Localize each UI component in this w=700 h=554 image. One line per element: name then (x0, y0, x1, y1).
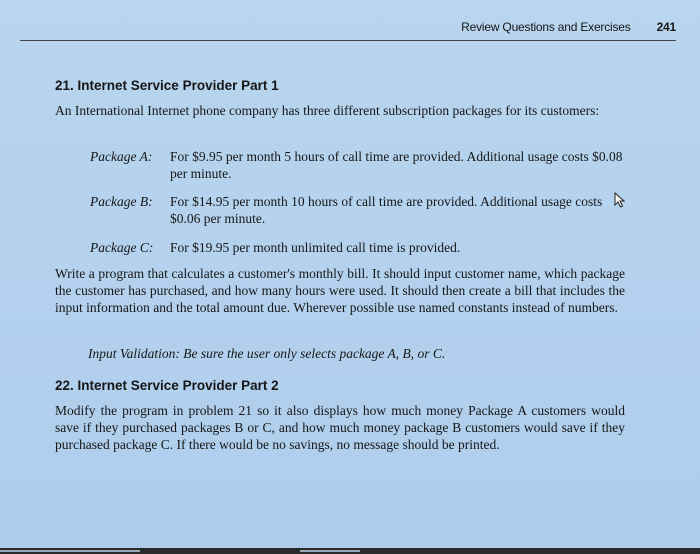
package-b-label: Package B: (90, 194, 153, 209)
package-b-text: For $14.95 per month 10 hours of call time are provided. Additional usage costs $0.06 per minute. (170, 194, 603, 226)
package-a-row (90, 148, 630, 182)
exercise-21-body: Write a program that calculates a customer's monthly bill. It should input customer name, which package the customer has purchased, and how many hours were used. It should then create a bill that includes the input information and the total amount due. Wherever possible use named constants instead of numbers. (55, 266, 625, 315)
header-rule (20, 40, 676, 41)
bottom-edge-bar (0, 548, 700, 554)
package-a-label: Package A: (90, 149, 153, 164)
page-number: 241 (656, 20, 676, 34)
exercise-21-intro: An International Internet phone company has three different subscription packages for its customers: (55, 103, 600, 118)
package-a-text: For $9.95 per month 5 hours of call time are provided. Additional usage costs $0.08 per minute. (170, 149, 623, 181)
input-validation-note: Input Validation: Be sure the user only selects package A, B, or C. (88, 346, 446, 361)
bottom-bar-segment (0, 550, 140, 552)
exercise-22-body: Modify the program in problem 21 so it also displays how much money Package A customers would save if they purchased packages B or C, and how much money package B customers would save if they purchased package C. If there would be no savings, no message should be printed. (55, 403, 625, 452)
package-c-row (90, 239, 630, 256)
package-b-row (90, 193, 630, 227)
exercise-22-title: 22. Internet Service Provider Part 2 (55, 378, 279, 393)
exercise-21-title: 21. Internet Service Provider Part 1 (55, 78, 279, 93)
running-title: Review Questions and Exercises (461, 20, 631, 34)
package-c-text: For $19.95 per month unlimited call time is provided. (170, 240, 461, 255)
bottom-bar-segment (300, 550, 360, 552)
mouse-pointer-icon (613, 192, 629, 208)
package-c-label: Package C: (90, 240, 154, 255)
running-header (461, 20, 676, 34)
